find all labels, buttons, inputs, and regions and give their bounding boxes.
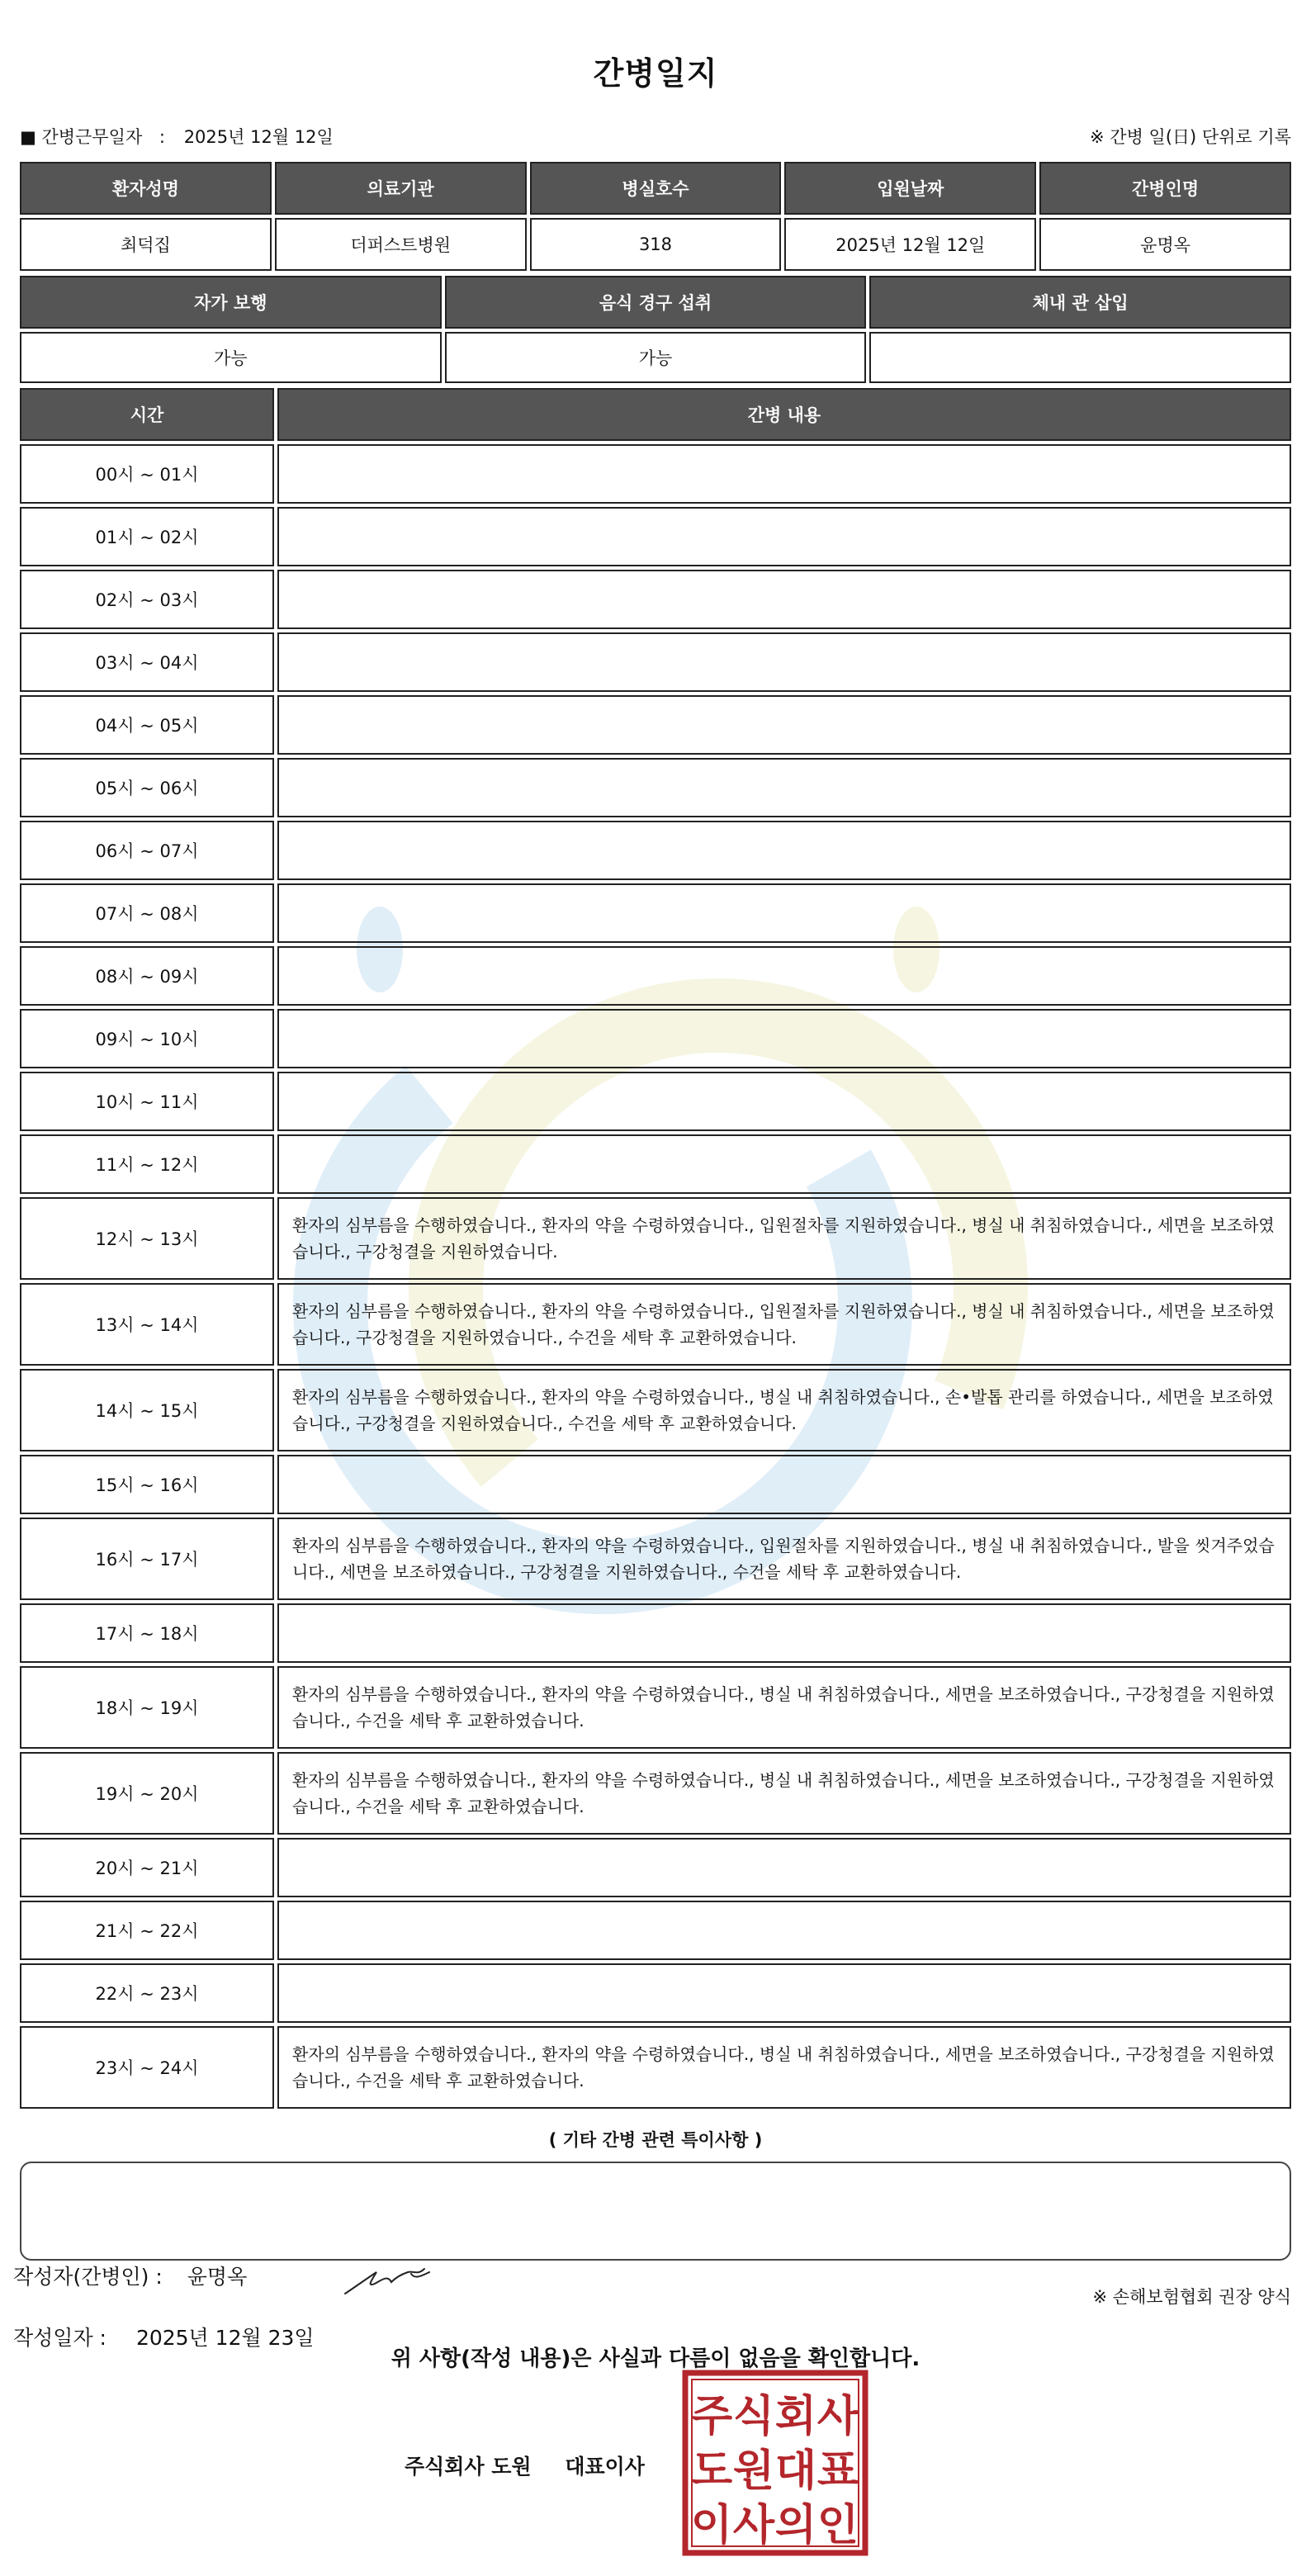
care-log-content	[277, 1963, 1291, 2023]
care-log-row	[20, 2026, 1291, 2109]
caregiver-name: 윤명옥	[1039, 218, 1291, 271]
care-log-row	[20, 1197, 1291, 1280]
seal-character: 도	[690, 2446, 733, 2496]
seal-character: 이	[690, 2501, 733, 2550]
notes-box	[20, 2162, 1291, 2261]
care-log-content	[277, 1072, 1291, 1131]
care-log-content	[277, 695, 1291, 755]
care-log-content: 환자의 심부름을 수행하였습니다., 환자의 약을 수령하였습니다., 병실 내 취침하였습니다., 세면을 보조하였습니다., 구강청결을 지원하였습니다., 수건을 세탁 후 교환하였습니다.	[277, 2026, 1291, 2109]
care-log-time: 14시 ~ 15시	[20, 1369, 274, 1451]
care-log-time: 20시 ~ 21시	[20, 1838, 274, 1897]
care-log-row	[20, 758, 1291, 817]
care-log-time: 22시 ~ 23시	[20, 1963, 274, 2023]
status-values	[20, 332, 1291, 383]
work-date	[20, 124, 338, 149]
admission-date: 2025년 12월 12일	[784, 218, 1036, 271]
header-tube: 체내 관 삽입	[869, 276, 1291, 329]
care-log-row	[20, 1369, 1291, 1451]
notes-title: ( 기타 간병 관련 특이사항 )	[548, 2130, 763, 2150]
care-log-content: 환자의 심부름을 수행하였습니다., 환자의 약을 수령하였습니다., 입원절차를 지원하였습니다., 병실 내 취침하였습니다., 세면을 보조하였습니다., 구강청결을 지원하였습니다.	[277, 1197, 1291, 1280]
company-seal-stamp	[682, 2370, 868, 2556]
document-title: 간병일지	[593, 55, 718, 92]
patient-name: 최덕집	[20, 218, 272, 271]
seal-character: 사	[816, 2392, 859, 2441]
care-log-time: 19시 ~ 20시	[20, 1752, 274, 1835]
document	[20, 0, 1291, 2375]
care-log-row	[20, 444, 1291, 504]
seal-character: 표	[816, 2446, 859, 2496]
work-date-value: 2025년 12월 12일	[183, 127, 334, 147]
seal-character: 주	[690, 2392, 733, 2441]
care-log-time: 09시 ~ 10시	[20, 1009, 274, 1068]
care-log-content: 환자의 심부름을 수행하였습니다., 환자의 약을 수령하였습니다., 입원절차를 지원하였습니다., 병실 내 취침하였습니다., 세면을 보조하였습니다., 구강청결을 지원하였습니다., 수건을 세탁 후 교환하였습니다.	[277, 1283, 1291, 1366]
patient-info-table	[17, 159, 1294, 274]
care-log-content	[277, 946, 1291, 1006]
care-log-time: 00시 ~ 01시	[20, 444, 274, 504]
header-room: 병실호수	[530, 162, 782, 215]
care-log-time: 16시 ~ 17시	[20, 1518, 274, 1600]
care-log-row	[20, 1518, 1291, 1600]
header-walking: 자가 보행	[20, 276, 442, 329]
care-log-time: 06시 ~ 07시	[20, 821, 274, 880]
recommended-form-note: ※ 손해보험협회 권장 양식	[1092, 2287, 1291, 2307]
care-log-content	[277, 507, 1291, 566]
care-log-time: 17시 ~ 18시	[20, 1603, 274, 1663]
care-log-content	[277, 632, 1291, 692]
care-log-row	[20, 632, 1291, 692]
header-oral-intake: 음식 경구 섭취	[445, 276, 867, 329]
care-log-time: 08시 ~ 09시	[20, 946, 274, 1006]
care-log-time: 12시 ~ 13시	[20, 1197, 274, 1280]
patient-info-header	[20, 162, 1291, 215]
header-hospital: 의료기관	[275, 162, 527, 215]
care-log-content	[277, 1009, 1291, 1068]
care-log-time: 23시 ~ 24시	[20, 2026, 274, 2109]
care-log-time: 05시 ~ 06시	[20, 758, 274, 817]
care-log-content	[277, 1901, 1291, 1960]
seal-character: 사	[732, 2501, 775, 2550]
care-log-time: 11시 ~ 12시	[20, 1134, 274, 1194]
care-log-content: 환자의 심부름을 수행하였습니다., 환자의 약을 수령하였습니다., 입원절차를 지원하였습니다., 병실 내 취침하였습니다., 발을 씻겨주었습니다., 세면을 보조하였습니다., 구강청결을 지원하였습니다., 수건을 세탁 후 교환하였습니다.	[277, 1518, 1291, 1600]
care-log-row	[20, 883, 1291, 943]
care-log-content	[277, 570, 1291, 629]
care-log-row	[20, 1134, 1291, 1194]
oral-intake-value: 가능	[445, 332, 867, 383]
care-log-content	[277, 1838, 1291, 1897]
room-number: 318	[530, 218, 782, 271]
status-header	[20, 276, 1291, 329]
patient-status-table	[17, 272, 1294, 386]
work-date-label: ■ 간병근무일자	[20, 127, 143, 147]
meta-row	[20, 124, 1291, 149]
confirmation-statement: 위 사항(작성 내용)은 사실과 다름이 없음을 확인합니다.	[390, 2346, 921, 2371]
hospital-name: 더퍼스트병원	[275, 218, 527, 271]
care-log-content	[277, 821, 1291, 880]
care-log-time: 21시 ~ 22시	[20, 1901, 274, 1960]
seal-character: 의	[774, 2501, 817, 2550]
company-name: 주식회사 도원	[405, 2455, 532, 2479]
daily-record-note: ※ 간병 일(日) 단위로 기록	[1090, 127, 1291, 147]
seal-character: 식	[732, 2392, 775, 2441]
care-log-row	[20, 1455, 1291, 1514]
care-log-row	[20, 1283, 1291, 1366]
care-log-time: 01시 ~ 02시	[20, 507, 274, 566]
care-log-content: 환자의 심부름을 수행하였습니다., 환자의 약을 수령하였습니다., 병실 내 취침하였습니다., 세면을 보조하였습니다., 구강청결을 지원하였습니다., 수건을 세탁 후 교환하였습니다.	[277, 1666, 1291, 1749]
header-care-content: 간병 내용	[277, 388, 1291, 441]
care-log-content: 환자의 심부름을 수행하였습니다., 환자의 약을 수령하였습니다., 병실 내 취침하였습니다., 손•발톱 관리를 하였습니다., 세면을 보조하였습니다., 구강청결을 지원하였습니다., 수건을 세탁 후 교환하였습니다.	[277, 1369, 1291, 1451]
header-patient-name: 환자성명	[20, 162, 272, 215]
care-log-content	[277, 883, 1291, 943]
care-log-time: 13시 ~ 14시	[20, 1283, 274, 1366]
seal-character: 인	[816, 2501, 859, 2550]
care-log-time: 15시 ~ 16시	[20, 1455, 274, 1514]
seal-character: 대	[774, 2446, 817, 2496]
care-log-header	[20, 388, 1291, 441]
writer-name: 윤명옥	[187, 2265, 248, 2289]
care-log-table	[17, 385, 1294, 2112]
care-log-time: 03시 ~ 04시	[20, 632, 274, 692]
care-log-row	[20, 1901, 1291, 1960]
work-date-separator: :	[159, 127, 165, 147]
care-log-time: 07시 ~ 08시	[20, 883, 274, 943]
company-role: 대표이사	[565, 2455, 645, 2479]
patient-info-values	[20, 218, 1291, 271]
care-log-time: 04시 ~ 05시	[20, 695, 274, 755]
care-log-row	[20, 1072, 1291, 1131]
write-date-label: 작성일자 :	[13, 2326, 106, 2350]
care-log-row	[20, 1666, 1291, 1749]
care-log-content	[277, 758, 1291, 817]
care-log-row	[20, 1752, 1291, 1835]
seal-character: 회	[774, 2392, 817, 2441]
care-log-row	[20, 507, 1291, 566]
care-log-content	[277, 1134, 1291, 1194]
care-log-content	[277, 1603, 1291, 1663]
care-log-content	[277, 444, 1291, 504]
care-log-time: 10시 ~ 11시	[20, 1072, 274, 1131]
company-signoff	[405, 2451, 645, 2480]
care-log-body	[20, 444, 1291, 2109]
care-log-row	[20, 1838, 1291, 1897]
care-log-content	[277, 1455, 1291, 1514]
header-caregiver: 간병인명	[1039, 162, 1291, 215]
care-log-time: 02시 ~ 03시	[20, 570, 274, 629]
care-log-content: 환자의 심부름을 수행하였습니다., 환자의 약을 수령하였습니다., 병실 내 취침하였습니다., 세면을 보조하였습니다., 구강청결을 지원하였습니다., 수건을 세탁 후 교환하였습니다.	[277, 1752, 1291, 1835]
care-log-row	[20, 570, 1291, 629]
care-log-row	[20, 1963, 1291, 2023]
care-log-row	[20, 1009, 1291, 1068]
seal-character: 원	[732, 2446, 775, 2496]
care-log-row	[20, 695, 1291, 755]
write-date-value: 2025년 12월 23일	[135, 2326, 315, 2350]
tube-value	[869, 332, 1291, 383]
care-log-row	[20, 946, 1291, 1006]
care-log-row	[20, 1603, 1291, 1663]
care-log-time: 18시 ~ 19시	[20, 1666, 274, 1749]
header-admission-date: 입원날짜	[784, 162, 1036, 215]
care-log-row	[20, 821, 1291, 880]
walking-value: 가능	[20, 332, 442, 383]
header-time: 시간	[20, 388, 274, 441]
writer-label: 작성자(간병인) :	[13, 2265, 163, 2289]
